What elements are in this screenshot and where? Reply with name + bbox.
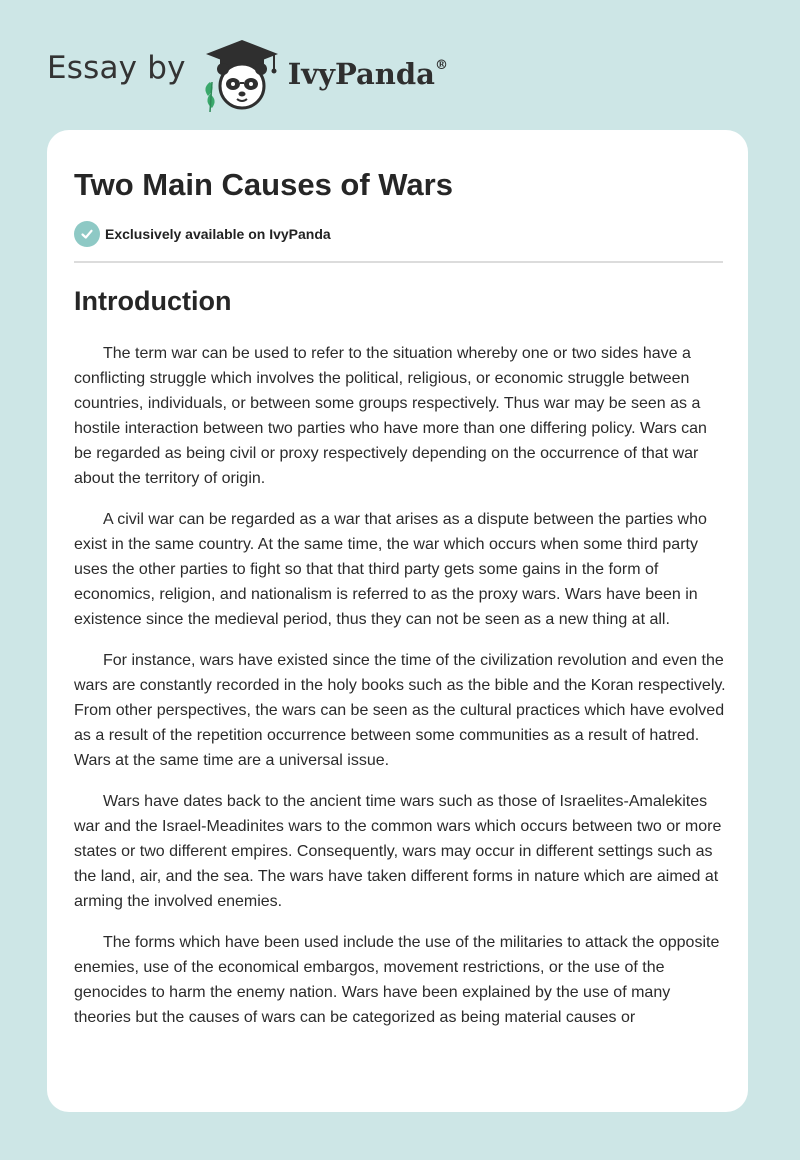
registered-mark: ® <box>434 58 448 74</box>
paragraph: For instance, wars have existed since the time of the civilization revolution and even the wars are constantly recorded in the holy books such as the bible and the Koran respectively. From other perspectives, the wars can be seen as the cultural practices which have evolved as a result of the repetition occurrence between some communities as a result of hatred. Wars at the same time are a universal issue. <box>74 652 726 769</box>
paragraph: The term war can be used to refer to the situation whereby one or two sides have a conflicting struggle which involves the political, religious, or economic struggle between countries, individuals, or between some groups respectively. Thus war may be seen as a hostile interaction between two parties who have more than one differing policy. Wars can be regarded as being civil or proxy respectively depending on the occurrence of that war about the territory of origin. <box>74 345 707 487</box>
badge-label: Exclusively available on IvyPanda <box>105 226 331 242</box>
exclusive-badge <box>74 221 331 247</box>
page-title: Two Main Causes of Wars <box>74 167 453 202</box>
essay-card <box>47 130 748 1112</box>
brand-name[interactable]: IvyPanda® <box>287 57 448 91</box>
panda-logo-icon[interactable] <box>198 36 282 112</box>
paragraph: The forms which have been used include the use of the militaries to attack the opposite enemies, use of the economical embargos, movement restrictions, or the use of the genocides to harm the enemy nation. Wars have been explained by the use of many theories but the causes of wars can be categorized as being material causes or <box>74 934 720 1026</box>
check-icon <box>74 221 100 247</box>
title-divider <box>74 261 723 263</box>
paragraph: A civil war can be regarded as a war that arises as a dispute between the parties who exist in the same country. At the same time, the war which occurs when some third party uses the other parties to fight so that that third party gets some gains in the form of economics, religion, and nationalism is referred to as the proxy wars. Wars have been in existence since the medieval period, thus they can not be seen as a new thing at all. <box>74 511 707 628</box>
site-header <box>47 36 448 112</box>
essay-body <box>74 341 726 1046</box>
essay-by-label: Essay by <box>47 50 186 86</box>
paragraph: Wars have dates back to the ancient time wars such as those of Israelites-Amalekites war and the Israel-Meadinites wars to the common wars which occurs between two or more states or two different empires. Consequently, wars may occur in different settings such as the land, air, and the sea. The wars have taken different forms in nature which are aimed at arming the involved enemies. <box>74 793 722 910</box>
section-heading: Introduction <box>74 286 232 316</box>
